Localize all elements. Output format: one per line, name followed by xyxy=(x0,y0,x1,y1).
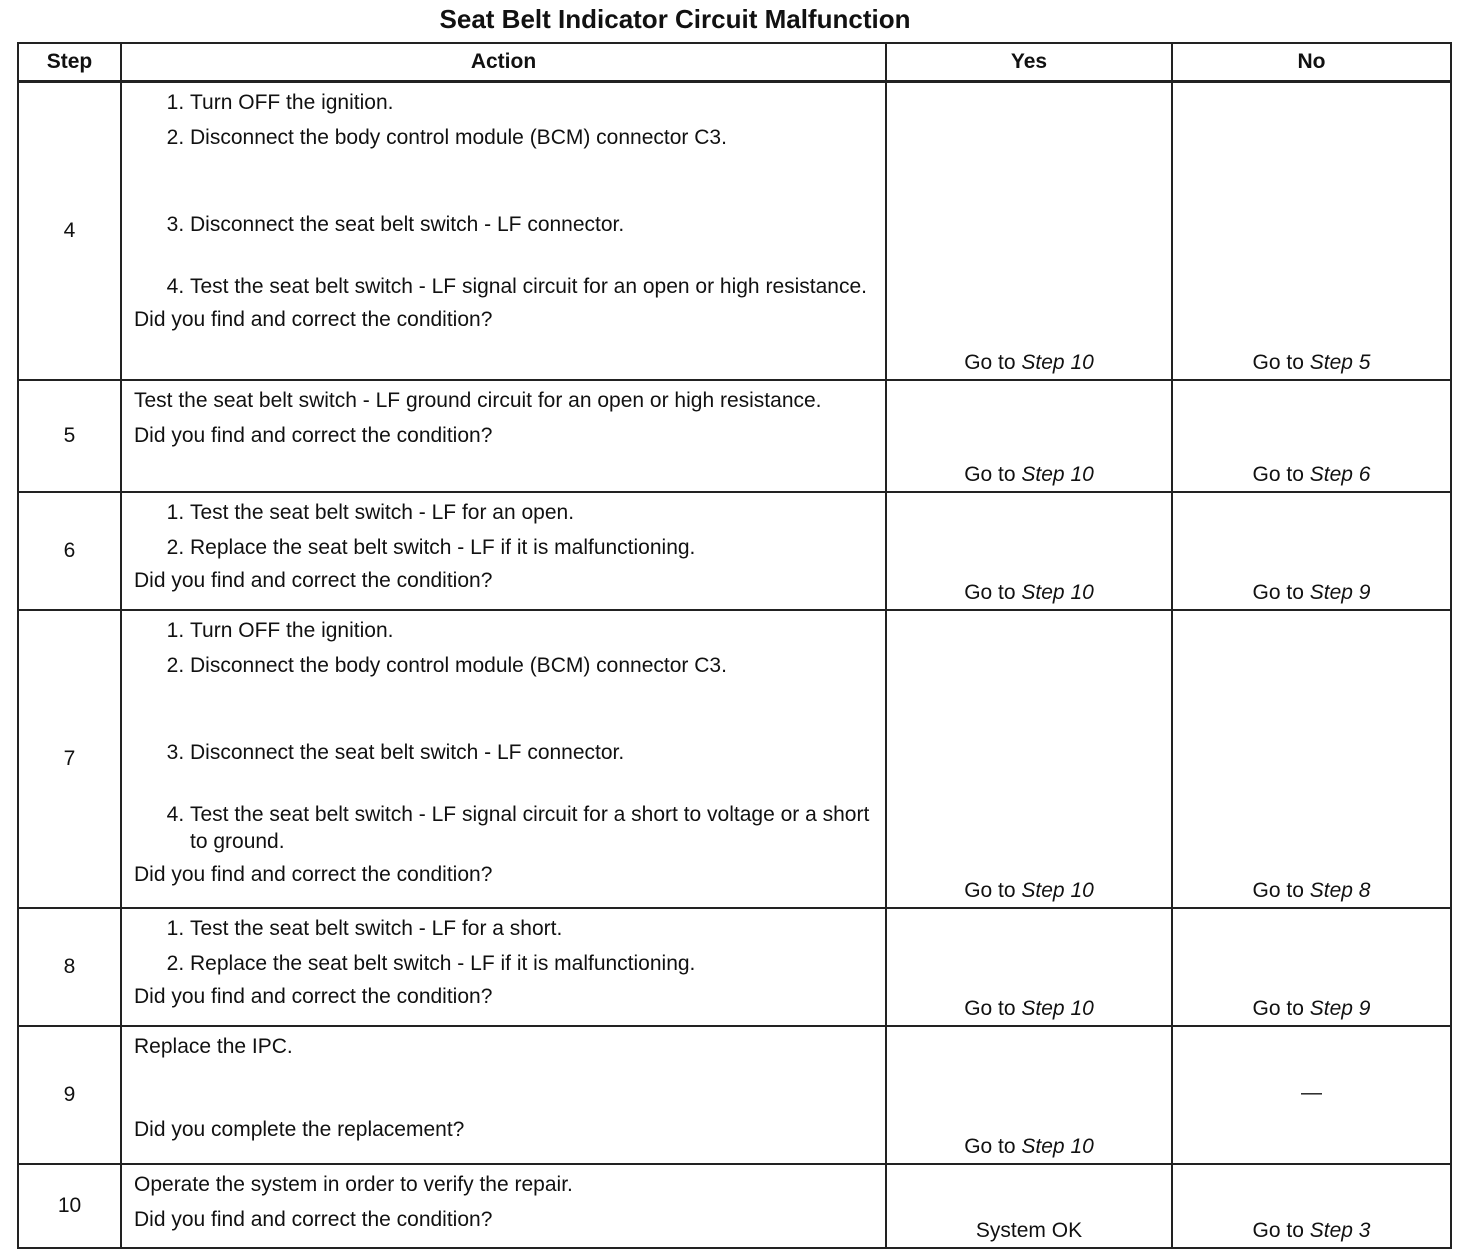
yes-cell xyxy=(886,1164,1172,1248)
goto-step-link: Step 10 xyxy=(1021,463,1094,486)
spacer xyxy=(134,1068,875,1116)
goto-prefix: Go to xyxy=(1252,879,1304,902)
action-text: Operate the system in order to verify the repair. xyxy=(134,1173,573,1196)
goto-step-link: Step 9 xyxy=(1309,997,1371,1020)
yes-goto xyxy=(964,997,1094,1020)
no-cell xyxy=(1172,492,1451,610)
action-item: 3. Disconnect the seat belt switch - LF connector. xyxy=(190,211,875,238)
no-cell xyxy=(1172,82,1451,381)
table-row-step-6 xyxy=(18,492,1451,610)
document-title: Seat Belt Indicator Circuit Malfunction xyxy=(439,4,911,34)
goto-prefix: Go to xyxy=(1252,351,1304,374)
yes-cell xyxy=(886,82,1172,381)
action-cell xyxy=(121,380,886,492)
table-header-row xyxy=(18,43,1451,82)
action-text: Test the seat belt switch - LF ground circuit for an open or high resistance. xyxy=(134,389,822,412)
yes-cell xyxy=(886,492,1172,610)
action-question: Did you find and correct the condition? xyxy=(134,424,493,447)
action-question: Did you find and correct the condition? xyxy=(134,1208,493,1231)
action-cell xyxy=(121,1026,886,1164)
goto-prefix: Go to xyxy=(1252,997,1304,1020)
action-item: 1. Turn OFF the ignition. xyxy=(190,89,875,116)
header-yes: Yes xyxy=(886,43,1172,82)
system-ok-text: System OK xyxy=(975,1219,1083,1242)
goto-step-link: Step 10 xyxy=(1021,879,1094,902)
action-steps-list xyxy=(134,915,875,977)
no-goto xyxy=(1253,1219,1371,1242)
step-number: 4 xyxy=(18,82,121,381)
no-goto xyxy=(1253,879,1371,902)
no-cell xyxy=(1172,380,1451,492)
goto-step-link: Step 10 xyxy=(1021,581,1094,604)
action-cell xyxy=(121,1164,886,1248)
action-question: Did you find and correct the condition? xyxy=(134,985,493,1008)
action-item: 2. Disconnect the body control module (BCM) connector C3. xyxy=(190,124,875,151)
table-row-step-7 xyxy=(18,610,1451,908)
yes-cell xyxy=(886,610,1172,908)
action-item: 2. Replace the seat belt switch - LF if it is malfunctioning. xyxy=(190,950,875,977)
no-cell xyxy=(1172,1164,1451,1248)
no-goto xyxy=(1253,581,1371,604)
goto-step-link: Step 5 xyxy=(1309,351,1371,374)
action-item: 1. Turn OFF the ignition. xyxy=(190,617,875,644)
goto-step-link: Step 6 xyxy=(1309,463,1371,486)
no-cell xyxy=(1172,1026,1451,1164)
action-item: 1. Test the seat belt switch - LF for a short. xyxy=(190,915,875,942)
action-item: 3. Disconnect the seat belt switch - LF connector. xyxy=(190,739,875,766)
table-row-step-8 xyxy=(18,908,1451,1026)
goto-prefix: Go to xyxy=(964,581,1016,604)
goto-prefix: Go to xyxy=(964,879,1016,902)
action-question: Did you find and correct the condition? xyxy=(134,569,493,592)
diagnostic-table xyxy=(17,42,1452,1249)
yes-goto xyxy=(964,581,1094,604)
no-goto xyxy=(1253,351,1371,374)
action-item: 2. Replace the seat belt switch - LF if it is malfunctioning. xyxy=(190,534,875,561)
yes-goto xyxy=(964,463,1094,486)
yes-goto xyxy=(964,879,1094,902)
action-text: Replace the IPC. xyxy=(134,1035,293,1058)
yes-cell xyxy=(886,380,1172,492)
goto-prefix: Go to xyxy=(1252,463,1304,486)
yes-cell xyxy=(886,908,1172,1026)
no-goto xyxy=(1253,997,1371,1020)
action-steps-list xyxy=(134,89,875,300)
goto-prefix: Go to xyxy=(964,1135,1016,1158)
no-action-dash: — xyxy=(1301,1081,1322,1104)
action-item: 2. Disconnect the body control module (BCM) connector C3. xyxy=(190,652,875,679)
step-number: 7 xyxy=(18,610,121,908)
goto-prefix: Go to xyxy=(964,463,1016,486)
action-item: 4. Test the seat belt switch - LF signal circuit for a short to voltage or a short to ground. xyxy=(190,801,875,855)
action-cell xyxy=(121,908,886,1026)
no-cell xyxy=(1172,610,1451,908)
action-question: Did you find and correct the condition? xyxy=(134,863,493,886)
table-row-step-5 xyxy=(18,380,1451,492)
goto-step-link: Step 10 xyxy=(1021,997,1094,1020)
action-question: Did you find and correct the condition? xyxy=(134,308,493,331)
goto-step-link: Step 9 xyxy=(1309,581,1371,604)
header-step: Step xyxy=(18,43,121,82)
action-cell xyxy=(121,610,886,908)
goto-prefix: Go to xyxy=(1252,1219,1304,1242)
step-number: 5 xyxy=(18,380,121,492)
table-row-step-4 xyxy=(18,82,1451,381)
step-number: 8 xyxy=(18,908,121,1026)
action-steps-list xyxy=(134,499,875,561)
action-item: 1. Test the seat belt switch - LF for an open. xyxy=(190,499,875,526)
table-row-step-9 xyxy=(18,1026,1451,1164)
action-question: Did you complete the replacement? xyxy=(134,1118,465,1141)
goto-step-link: Step 10 xyxy=(1021,351,1094,374)
no-goto xyxy=(1253,463,1371,486)
step-number: 6 xyxy=(18,492,121,610)
yes-cell xyxy=(886,1026,1172,1164)
goto-step-link: Step 8 xyxy=(1309,879,1371,902)
header-action: Action xyxy=(121,43,886,82)
yes-goto xyxy=(964,351,1094,374)
goto-prefix: Go to xyxy=(1252,581,1304,604)
step-number: 9 xyxy=(18,1026,121,1164)
action-item: 4. Test the seat belt switch - LF signal circuit for an open or high resistance. xyxy=(190,273,875,300)
goto-prefix: Go to xyxy=(964,997,1016,1020)
action-steps-list xyxy=(134,617,875,855)
yes-goto xyxy=(964,1135,1094,1158)
header-no: No xyxy=(1172,43,1451,82)
no-cell xyxy=(1172,908,1451,1026)
table-row-step-10 xyxy=(18,1164,1451,1248)
goto-step-link: Step 3 xyxy=(1309,1219,1371,1242)
goto-prefix: Go to xyxy=(964,351,1016,374)
goto-step-link: Step 10 xyxy=(1021,1135,1094,1158)
step-number: 10 xyxy=(18,1164,121,1248)
action-cell xyxy=(121,492,886,610)
action-cell xyxy=(121,82,886,381)
